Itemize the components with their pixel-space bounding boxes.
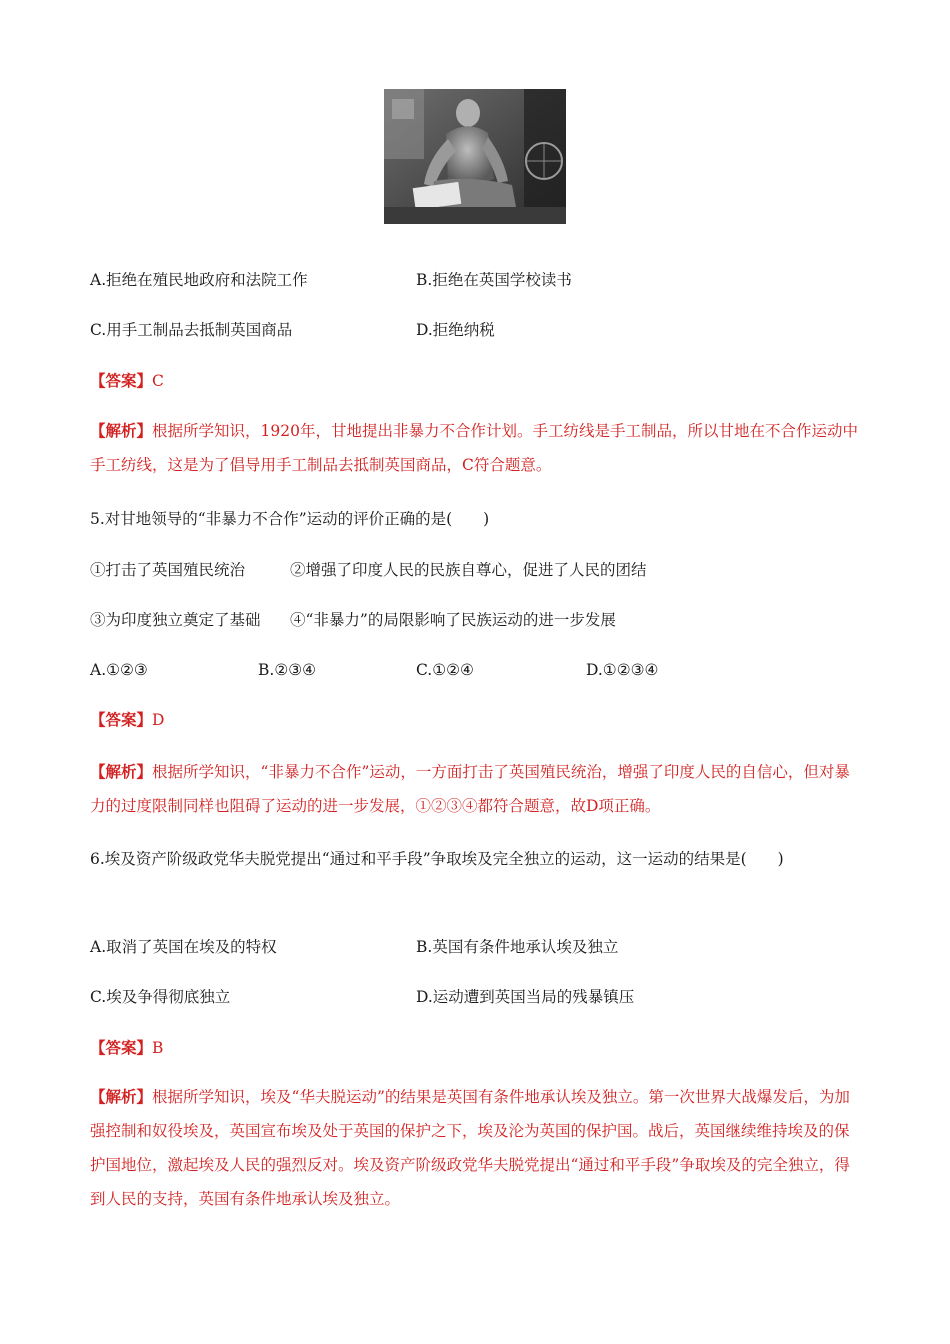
q5-statement-2: ②增强了印度人民的民族自尊心，促进了人民的团结 [290,561,647,579]
q5-analysis-tag: 【解析】 [90,762,153,781]
q5-question: 5.对甘地领导的“非暴力不合作”运动的评价正确的是( ) [90,510,490,528]
q6-question: 6.埃及资产阶级政党华夫脱党提出“通过和平手段”争取埃及完全独立的运动，这一运动的结果是( ) [90,850,784,868]
q5-statement-1: ①打击了英国殖民统治 [90,561,246,579]
q4-analysis-text: 根据所学知识，1920年，甘地提出非暴力不合作计划。手工纺线是手工制品，所以甘地在不合作运动中手工纺线，这是为了倡导用手工制品去抵制英国商品，C符合题意。 [90,422,858,474]
q6-option-d: D.运动遭到英国当局的残暴镇压 [416,988,635,1006]
q6-option-c: C.埃及争得彻底独立 [90,988,231,1006]
q6-analysis-text: 根据所学知识，埃及“华夫脱运动”的结果是英国有条件地承认埃及独立。第一次世界大战爆发后，为加强控制和奴役埃及，英国宣布埃及处于英国的保护之下，埃及沦为英国的保护国。战后，英国继续维持埃及的保护国地位，激起埃及人民的强烈反对。埃及资产阶级政党华夫脱党提出“通过和平手段”争取埃及的完全独立，得到人民的支持，英国有条件地承认埃及独立。 [90,1088,850,1208]
q6-analysis-tag: 【解析】 [90,1087,153,1106]
q5-answer [90,710,164,730]
q5-option-c: C.①②④ [416,661,474,679]
q5-analysis-text: 根据所学知识，“非暴力不合作”运动，一方面打击了英国殖民统治，增强了印度人民的自信心，但对暴力的过度限制同样也阻碍了运动的进一步发展，①②③④都符合题意，故D项正确。 [90,763,850,815]
q6-answer [90,1038,163,1058]
q6-analysis [90,1080,862,1216]
q6-option-b: B.英国有条件地承认埃及独立 [416,938,619,956]
q5-option-d: D.①②③④ [586,661,659,679]
q5-statement-3: ③为印度独立奠定了基础 [90,611,261,629]
q5-statement-4: ④“非暴力”的局限影响了民族运动的进一步发展 [290,611,616,629]
q6-option-a: A.取消了英国在埃及的特权 [90,938,277,956]
q4-analysis-tag: 【解析】 [90,421,153,440]
q4-option-d: D.拒绝纳税 [416,321,495,339]
q6-answer-value: B [152,1039,164,1057]
q4-answer [90,371,164,391]
q4-option-a: A.拒绝在殖民地政府和法院工作 [90,271,308,289]
q5-option-b: B.②③④ [258,661,317,679]
q4-answer-value: C [152,372,164,390]
q5-analysis [90,755,862,823]
q4-analysis [90,414,862,482]
q4-answer-tag: 【答案】 [90,371,153,390]
q4-option-c: C.用手工制品去抵制英国商品 [90,321,293,339]
gandhi-spinning-photo [384,89,566,224]
q5-option-a: A.①②③ [90,661,148,679]
q6-answer-tag: 【答案】 [90,1038,153,1057]
q4-option-b: B.拒绝在英国学校读书 [416,271,572,289]
q5-answer-tag: 【答案】 [90,710,153,729]
q5-answer-value: D [152,711,165,729]
